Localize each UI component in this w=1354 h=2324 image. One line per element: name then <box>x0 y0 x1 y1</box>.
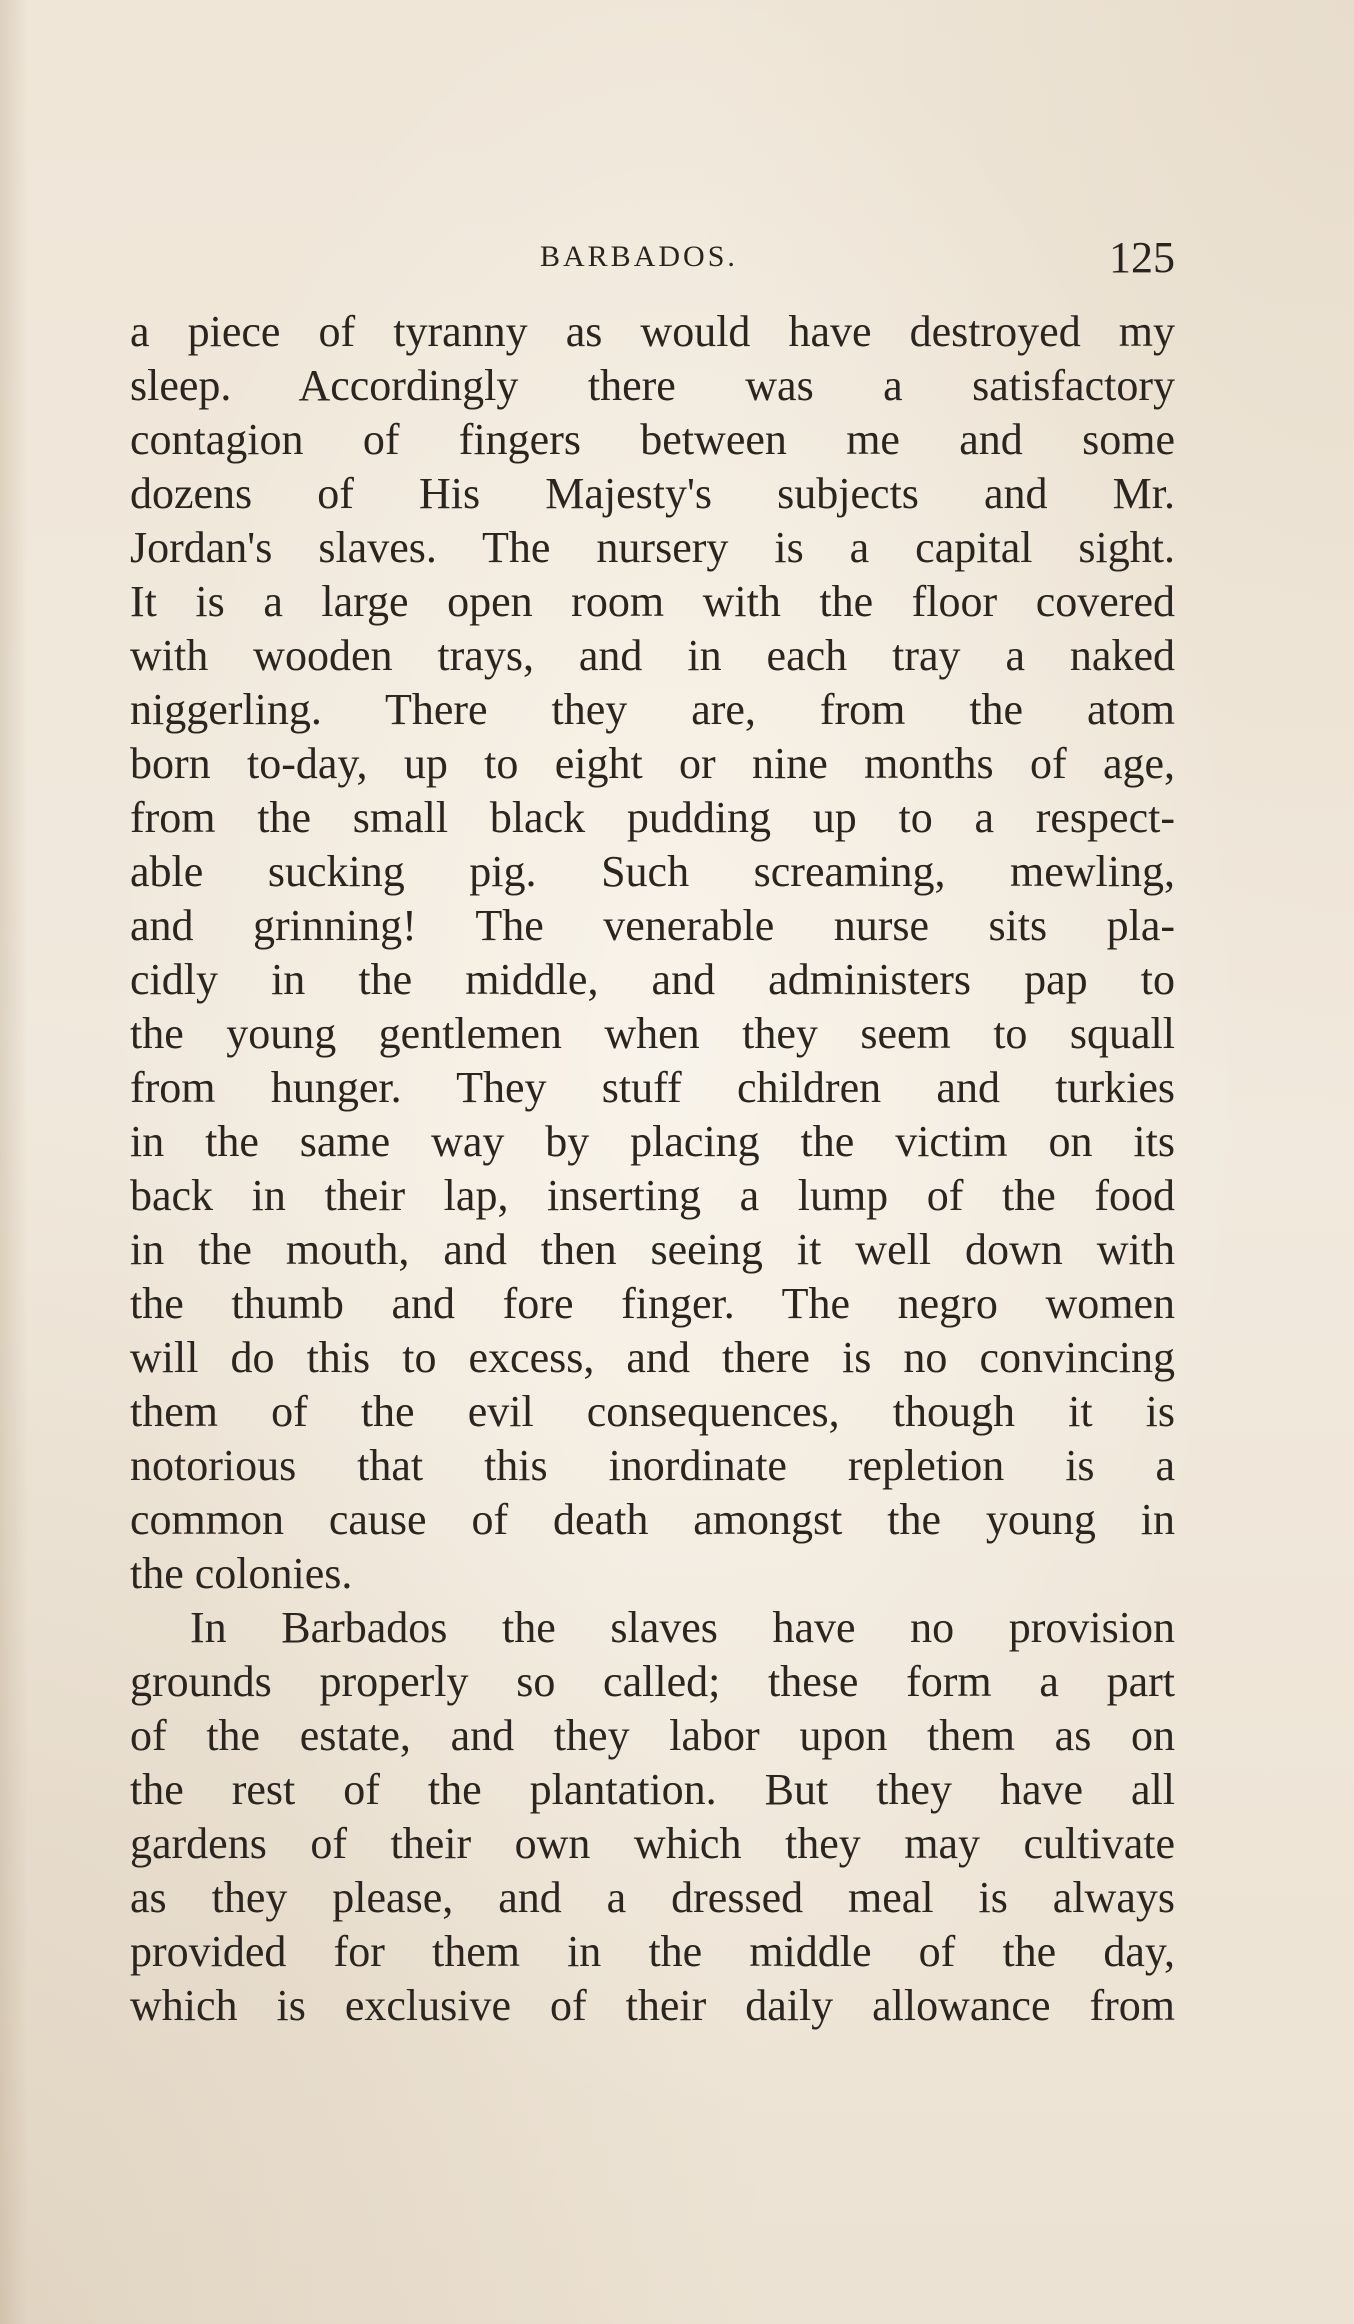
text-line: dozens of His Majesty's subjects and Mr. <box>130 469 1175 518</box>
text-line: with wooden trays, and in each tray a naked <box>130 631 1175 680</box>
page-edge-shadow <box>0 0 28 2324</box>
text-line: grounds properly so called; these form a part <box>130 1657 1175 1706</box>
text-line: and grinning! The venerable nurse sits pla- <box>130 901 1175 950</box>
text-line: common cause of death amongst the young in <box>130 1495 1175 1544</box>
text-line: back in their lap, inserting a lump of the food <box>130 1171 1175 1220</box>
body-text <box>130 305 1175 2033</box>
text-line: of the estate, and they labor upon them as on <box>130 1711 1175 1760</box>
text-line: able sucking pig. Such screaming, mewling, <box>130 847 1175 896</box>
text-line: from hunger. They stuff children and turkies <box>130 1063 1175 1112</box>
text-line: gardens of their own which they may cultivate <box>130 1819 1175 1868</box>
text-line: a piece of tyranny as would have destroyed my <box>130 307 1175 356</box>
text-line: It is a large open room with the floor covered <box>130 577 1175 626</box>
text-line: Jordan's slaves. The nursery is a capital sight. <box>130 523 1175 572</box>
page-number: 125 <box>1109 233 1175 282</box>
text-line: provided for them in the middle of the day, <box>130 1927 1175 1976</box>
text-line: the thumb and fore finger. The negro women <box>130 1279 1175 1328</box>
text-line: the colonies. <box>130 1549 353 1598</box>
text-line: born to-day, up to eight or nine months of age, <box>130 739 1175 788</box>
text-line: as they please, and a dressed meal is always <box>130 1873 1175 1922</box>
running-head <box>130 232 1175 292</box>
text-line: cidly in the middle, and administers pap to <box>130 955 1175 1004</box>
text-line: contagion of fingers between me and some <box>130 415 1175 464</box>
running-title: BARBADOS. <box>540 240 738 273</box>
text-line: niggerling. There they are, from the atom <box>130 685 1175 734</box>
paragraph-1 <box>130 305 1175 1601</box>
text-line: in the mouth, and then seeing it well down with <box>130 1225 1175 1274</box>
text-line: the young gentlemen when they seem to squall <box>130 1009 1175 1058</box>
text-line: sleep. Accordingly there was a satisfactory <box>130 361 1175 410</box>
text-line: will do this to excess, and there is no convincing <box>130 1333 1175 1382</box>
text-line: them of the evil consequences, though it is <box>130 1387 1175 1436</box>
text-line: which is exclusive of their daily allowance from <box>130 1981 1175 2030</box>
text-line: from the small black pudding up to a respect- <box>130 793 1175 842</box>
text-line: In Barbados the slaves have no provision <box>190 1603 1175 1652</box>
text-line: the rest of the plantation. But they have all <box>130 1765 1175 1814</box>
text-line: in the same way by placing the victim on its <box>130 1117 1175 1166</box>
text-line: notorious that this inordinate repletion is a <box>130 1441 1175 1490</box>
paragraph-2 <box>130 1601 1175 2033</box>
